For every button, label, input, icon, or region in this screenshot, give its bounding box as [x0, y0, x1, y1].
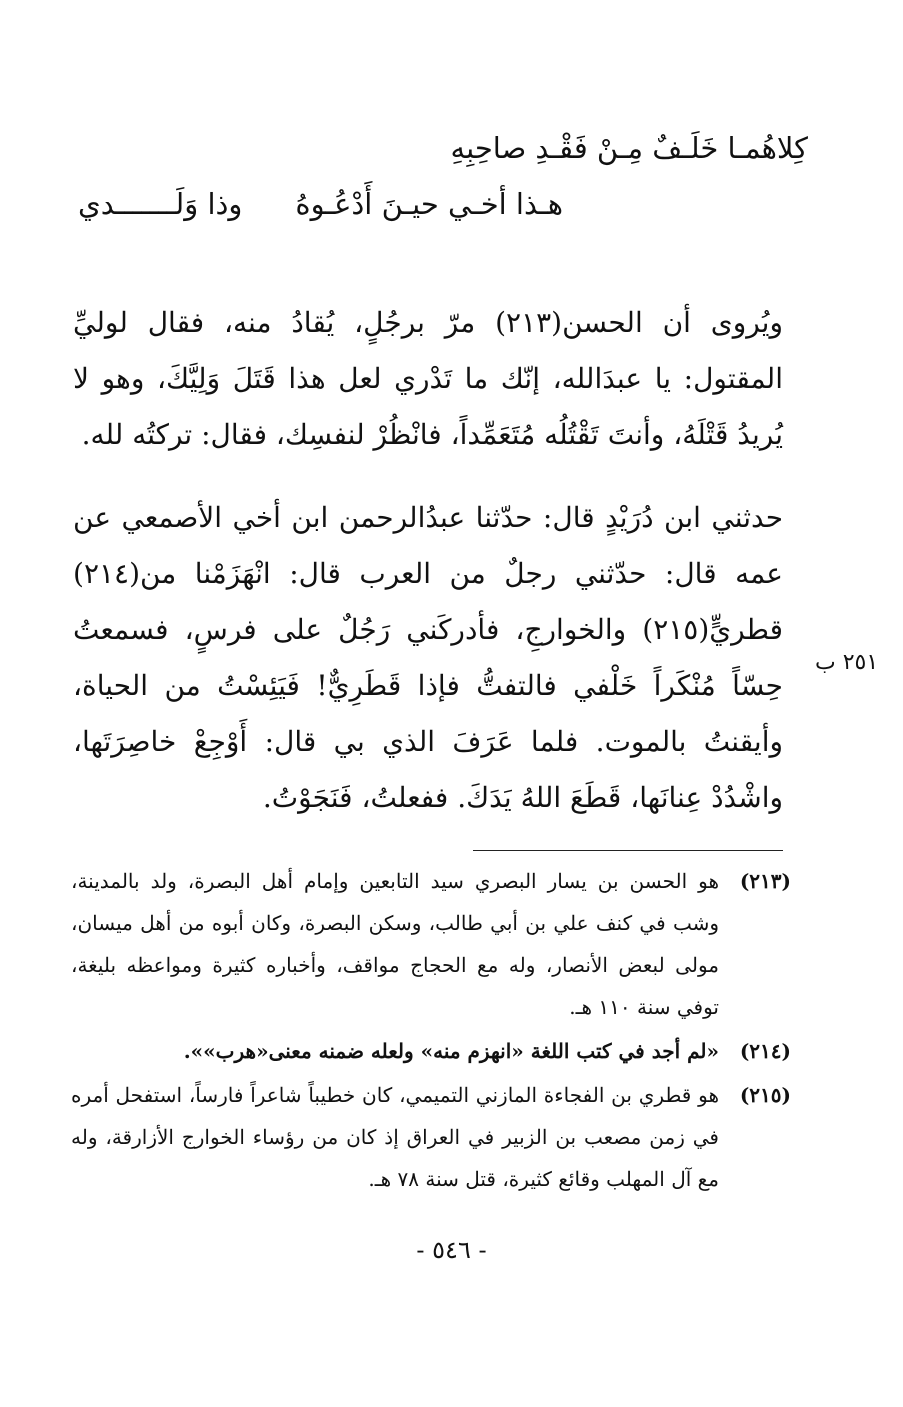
footnote-number: (٢١٣) — [739, 869, 791, 893]
verse-line-1: كِلاهُمـا خَلَـفٌ مِـنْ فَقْـدِ صاحِبِهِ — [450, 131, 808, 165]
manuscript-folio-note: ٢٥١ ب — [815, 650, 879, 675]
verse-line-2-first-hemistich: هـذا أخـي حيـنَ أَدْعُـوهُ — [295, 187, 563, 221]
footnote-text: هو قطري بن الفجاءة المازني التميمي، كان خطيباً شاعراً فارساً، استفحل أمره في زمن مصعب بن الزبير في العراق إذ كان من رؤساء الخوارج الأزارقة، وله مع آل المهلب وقائع كثيرة، قتل سنة ٧٨ هـ. — [71, 1083, 719, 1191]
footnote-number: (٢١٤) — [739, 1039, 791, 1063]
footnote-number: (٢١٥) — [739, 1083, 791, 1107]
footnote-text: هو الحسن بن يسار البصري سيد التابعين وإمام أهل البصرة، ولد بالمدينة، وشب في كنف علي بن أبي طالب، وسكن البصرة، وكان أبوه من أهل ميسان، مولى لبعض الأنصار، وله مع الحجاج مواقف، وأخباره كثيرة ومواعظه بليغة، توفي سنة ١١٠ هـ. — [71, 869, 719, 1019]
footnote — [71, 1030, 791, 1072]
page-number: - ٥٤٦ - — [416, 1236, 487, 1264]
footnote — [71, 1074, 791, 1200]
footnote-text: «لم أجد في كتب اللغة «انهزم منه» ولعله ضمنه معنى«هرب»». — [183, 1039, 719, 1063]
footnote-divider — [473, 850, 783, 851]
paragraph-qatari-story: حدثني ابن دُرَيْدٍ قال: حدّثنا عبدُالرحمن ابن أخي الأصمعي عن عمه قال: حدّثني رجلٌ من العرب قال: انْهَزَمْنا من(٢١٤) قطريٍّ(٢١٥) والخوارجِ، فأدركَني رَجُلٌ على فرسٍ، فسمعتُ حِسّاً مُنْكَراً خَلْفي فالتفتُّ فإذا قَطَرِيٌّ! فَيَئِسْتُ من الحياة، وأيقنتُ بالموت. فلما عَرَفَ الذي بي قال: أَوْجِعْ خاصِرَتَها، واشْدُدْ عِنانَها، قَطَعَ اللهُ يَدَكَ. ففعلتُ، فَنَجَوْتُ. — [73, 501, 783, 814]
verse-line-2-second-hemistich: وذا وَلَـــــــدي — [78, 187, 243, 221]
footnotes — [71, 860, 791, 1202]
paragraph-hasan-story: ويُروى أن الحسن(٢١٣) مرّ برجُلٍ، يُقادُ منه، فقال لوليِّ المقتول: يا عبدَالله، إنّك ما تَدْري لعل هذا قَتَلَ وَلِيَّكَ، وهو لا يُريدُ قَتْلَهُ، وأنتَ تَقْتُلُه مُتَعَمِّداً، فانْظُرْ لنفسِك، فقال: تركتُه لله. — [73, 306, 783, 451]
footnote — [71, 860, 791, 1028]
